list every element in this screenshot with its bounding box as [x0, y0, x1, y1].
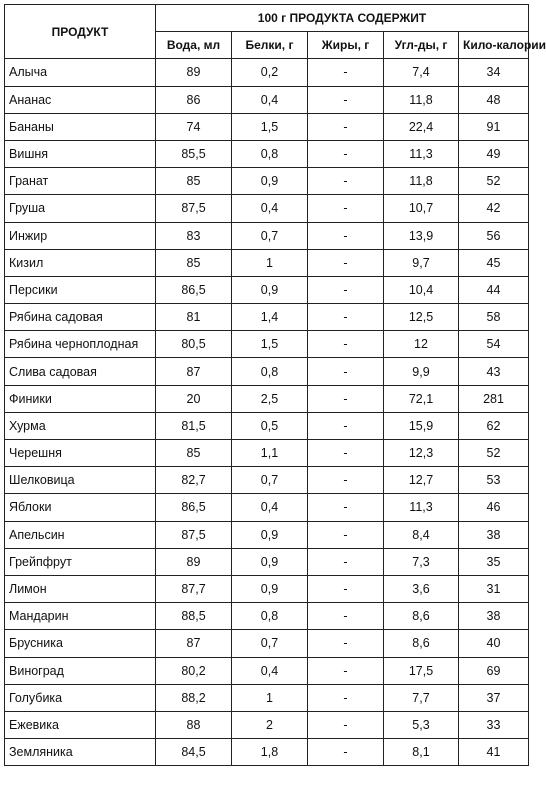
water-cell: 88	[156, 711, 232, 738]
protein-cell: 0,4	[232, 657, 308, 684]
fat-cell: -	[308, 521, 384, 548]
protein-cell: 1,1	[232, 440, 308, 467]
product-name-cell: Земляника	[5, 739, 156, 766]
kcal-cell: 52	[459, 440, 529, 467]
protein-cell: 1,8	[232, 739, 308, 766]
kcal-cell: 37	[459, 684, 529, 711]
carbs-cell: 7,3	[384, 548, 459, 575]
fat-cell: -	[308, 385, 384, 412]
kcal-cell: 35	[459, 548, 529, 575]
carbs-cell: 8,4	[384, 521, 459, 548]
per-100g-group-header: 100 г ПРОДУКТА СОДЕРЖИТ	[156, 5, 529, 32]
table-body	[5, 59, 529, 766]
product-name-cell: Бананы	[5, 113, 156, 140]
fat-cell: -	[308, 548, 384, 575]
product-name-cell: Мандарин	[5, 603, 156, 630]
water-cell: 86,5	[156, 276, 232, 303]
nutrition-table	[4, 4, 546, 766]
water-cell: 81,5	[156, 412, 232, 439]
water-cell: 20	[156, 385, 232, 412]
fat-cell: -	[308, 603, 384, 630]
fat-cell: -	[308, 168, 384, 195]
table-row	[5, 276, 529, 303]
protein-cell: 1,4	[232, 304, 308, 331]
fat-cell: -	[308, 331, 384, 358]
carbs-cell: 10,4	[384, 276, 459, 303]
product-name-cell: Ананас	[5, 86, 156, 113]
product-name-cell: Черешня	[5, 440, 156, 467]
table-row	[5, 548, 529, 575]
kcal-cell: 52	[459, 168, 529, 195]
table-row	[5, 86, 529, 113]
carbs-cell: 72,1	[384, 385, 459, 412]
product-name-cell: Брусника	[5, 630, 156, 657]
protein-cell: 2,5	[232, 385, 308, 412]
table-row	[5, 467, 529, 494]
water-cell: 87,5	[156, 521, 232, 548]
kcal-cell: 48	[459, 86, 529, 113]
protein-column-header: Белки, г	[232, 32, 308, 59]
table-row	[5, 440, 529, 467]
carbs-cell: 7,4	[384, 59, 459, 86]
fat-cell: -	[308, 113, 384, 140]
protein-cell: 1	[232, 249, 308, 276]
carbs-cell: 11,8	[384, 86, 459, 113]
protein-cell: 2	[232, 711, 308, 738]
table-row	[5, 222, 529, 249]
water-cell: 86	[156, 86, 232, 113]
water-cell: 88,5	[156, 603, 232, 630]
product-column-header: ПРОДУКТ	[5, 5, 156, 59]
product-name-cell: Рябина черноплодная	[5, 331, 156, 358]
kcal-cell: 54	[459, 331, 529, 358]
table-header	[5, 5, 546, 59]
water-cell: 74	[156, 113, 232, 140]
kcal-cell: 31	[459, 575, 529, 602]
kcal-cell: 69	[459, 657, 529, 684]
water-cell: 87,7	[156, 575, 232, 602]
fat-cell: -	[308, 440, 384, 467]
kcal-cell: 43	[459, 358, 529, 385]
protein-cell: 0,5	[232, 412, 308, 439]
carbs-column-header: Угл-ды, г	[384, 32, 459, 59]
fat-cell: -	[308, 684, 384, 711]
kcal-cell: 46	[459, 494, 529, 521]
kcal-cell: 58	[459, 304, 529, 331]
carbs-cell: 22,4	[384, 113, 459, 140]
fat-cell: -	[308, 412, 384, 439]
table-row	[5, 711, 529, 738]
fat-cell: -	[308, 304, 384, 331]
protein-cell: 0,7	[232, 467, 308, 494]
carbs-cell: 9,7	[384, 249, 459, 276]
kcal-cell: 53	[459, 467, 529, 494]
kcal-cell: 49	[459, 140, 529, 167]
kcal-cell: 91	[459, 113, 529, 140]
product-name-cell: Алыча	[5, 59, 156, 86]
fat-cell: -	[308, 494, 384, 521]
protein-cell: 0,8	[232, 603, 308, 630]
protein-cell: 1,5	[232, 113, 308, 140]
protein-cell: 0,9	[232, 521, 308, 548]
table-row	[5, 304, 529, 331]
kcal-cell: 33	[459, 711, 529, 738]
water-cell: 85	[156, 168, 232, 195]
header-row-group	[5, 5, 529, 32]
protein-cell: 1,5	[232, 331, 308, 358]
product-name-cell: Инжир	[5, 222, 156, 249]
product-name-cell: Лимон	[5, 575, 156, 602]
protein-cell: 0,4	[232, 494, 308, 521]
kcal-cell: 281	[459, 385, 529, 412]
product-name-cell: Виноград	[5, 657, 156, 684]
water-cell: 81	[156, 304, 232, 331]
table-row	[5, 195, 529, 222]
table-row	[5, 575, 529, 602]
table-row	[5, 168, 529, 195]
product-name-cell: Финики	[5, 385, 156, 412]
carbs-cell: 8,6	[384, 603, 459, 630]
protein-cell: 0,9	[232, 276, 308, 303]
protein-cell: 0,8	[232, 140, 308, 167]
product-name-cell: Яблоки	[5, 494, 156, 521]
product-name-cell: Ежевика	[5, 711, 156, 738]
protein-cell: 0,7	[232, 222, 308, 249]
water-cell: 89	[156, 548, 232, 575]
product-name-cell: Грейпфрут	[5, 548, 156, 575]
water-cell: 83	[156, 222, 232, 249]
protein-cell: 0,8	[232, 358, 308, 385]
product-name-cell: Кизил	[5, 249, 156, 276]
water-cell: 87,5	[156, 195, 232, 222]
fat-cell: -	[308, 276, 384, 303]
carbs-cell: 3,6	[384, 575, 459, 602]
kcal-cell: 38	[459, 603, 529, 630]
kcal-cell: 44	[459, 276, 529, 303]
product-name-cell: Вишня	[5, 140, 156, 167]
carbs-cell: 11,8	[384, 168, 459, 195]
carbs-cell: 12,7	[384, 467, 459, 494]
fat-cell: -	[308, 630, 384, 657]
carbs-cell: 12,5	[384, 304, 459, 331]
table-row	[5, 140, 529, 167]
product-name-cell: Гранат	[5, 168, 156, 195]
carbs-cell: 15,9	[384, 412, 459, 439]
protein-cell: 0,4	[232, 86, 308, 113]
kcal-cell: 41	[459, 739, 529, 766]
carbs-cell: 17,5	[384, 657, 459, 684]
water-cell: 85	[156, 249, 232, 276]
fat-cell: -	[308, 657, 384, 684]
fat-cell: -	[308, 195, 384, 222]
protein-cell: 0,9	[232, 168, 308, 195]
fat-cell: -	[308, 575, 384, 602]
fat-cell: -	[308, 59, 384, 86]
table-row	[5, 521, 529, 548]
water-cell: 87	[156, 358, 232, 385]
carbs-cell: 12	[384, 331, 459, 358]
carbs-cell: 7,7	[384, 684, 459, 711]
kcal-cell: 34	[459, 59, 529, 86]
product-name-cell: Персики	[5, 276, 156, 303]
fat-cell: -	[308, 86, 384, 113]
water-cell: 82,7	[156, 467, 232, 494]
kcal-cell: 45	[459, 249, 529, 276]
product-name-cell: Рябина садовая	[5, 304, 156, 331]
carbs-cell: 11,3	[384, 494, 459, 521]
kcal-column-header: Кило-калории	[459, 32, 529, 59]
carbs-cell: 8,1	[384, 739, 459, 766]
product-name-cell: Голубика	[5, 684, 156, 711]
product-name-cell: Слива садовая	[5, 358, 156, 385]
fat-cell: -	[308, 140, 384, 167]
table-row	[5, 603, 529, 630]
carbs-cell: 13,9	[384, 222, 459, 249]
water-cell: 88,2	[156, 684, 232, 711]
table-row	[5, 358, 529, 385]
table-row	[5, 331, 529, 358]
water-cell: 85,5	[156, 140, 232, 167]
product-name-cell: Груша	[5, 195, 156, 222]
table-row	[5, 59, 529, 86]
kcal-cell: 56	[459, 222, 529, 249]
fat-cell: -	[308, 249, 384, 276]
protein-cell: 0,9	[232, 548, 308, 575]
water-cell: 87	[156, 630, 232, 657]
table-row	[5, 630, 529, 657]
protein-cell: 0,9	[232, 575, 308, 602]
table-row	[5, 113, 529, 140]
protein-cell: 1	[232, 684, 308, 711]
fat-cell: -	[308, 467, 384, 494]
kcal-cell: 42	[459, 195, 529, 222]
table-row	[5, 494, 529, 521]
water-column-header: Вода, мл	[156, 32, 232, 59]
table-row	[5, 385, 529, 412]
fat-cell: -	[308, 358, 384, 385]
water-cell: 80,2	[156, 657, 232, 684]
kcal-cell: 62	[459, 412, 529, 439]
table-row	[5, 249, 529, 276]
product-name-cell: Хурма	[5, 412, 156, 439]
table-row	[5, 739, 529, 766]
product-name-cell: Апельсин	[5, 521, 156, 548]
water-cell: 80,5	[156, 331, 232, 358]
water-cell: 85	[156, 440, 232, 467]
carbs-cell: 8,6	[384, 630, 459, 657]
protein-cell: 0,2	[232, 59, 308, 86]
water-cell: 86,5	[156, 494, 232, 521]
water-cell: 84,5	[156, 739, 232, 766]
fat-cell: -	[308, 711, 384, 738]
fat-cell: -	[308, 739, 384, 766]
water-cell: 89	[156, 59, 232, 86]
carbs-cell: 9,9	[384, 358, 459, 385]
fat-column-header: Жиры, г	[308, 32, 384, 59]
kcal-cell: 40	[459, 630, 529, 657]
table-row	[5, 412, 529, 439]
protein-cell: 0,4	[232, 195, 308, 222]
protein-cell: 0,7	[232, 630, 308, 657]
table-row	[5, 684, 529, 711]
table-row	[5, 657, 529, 684]
carbs-cell: 10,7	[384, 195, 459, 222]
fat-cell: -	[308, 222, 384, 249]
product-name-cell: Шелковица	[5, 467, 156, 494]
carbs-cell: 11,3	[384, 140, 459, 167]
carbs-cell: 5,3	[384, 711, 459, 738]
carbs-cell: 12,3	[384, 440, 459, 467]
kcal-cell: 38	[459, 521, 529, 548]
